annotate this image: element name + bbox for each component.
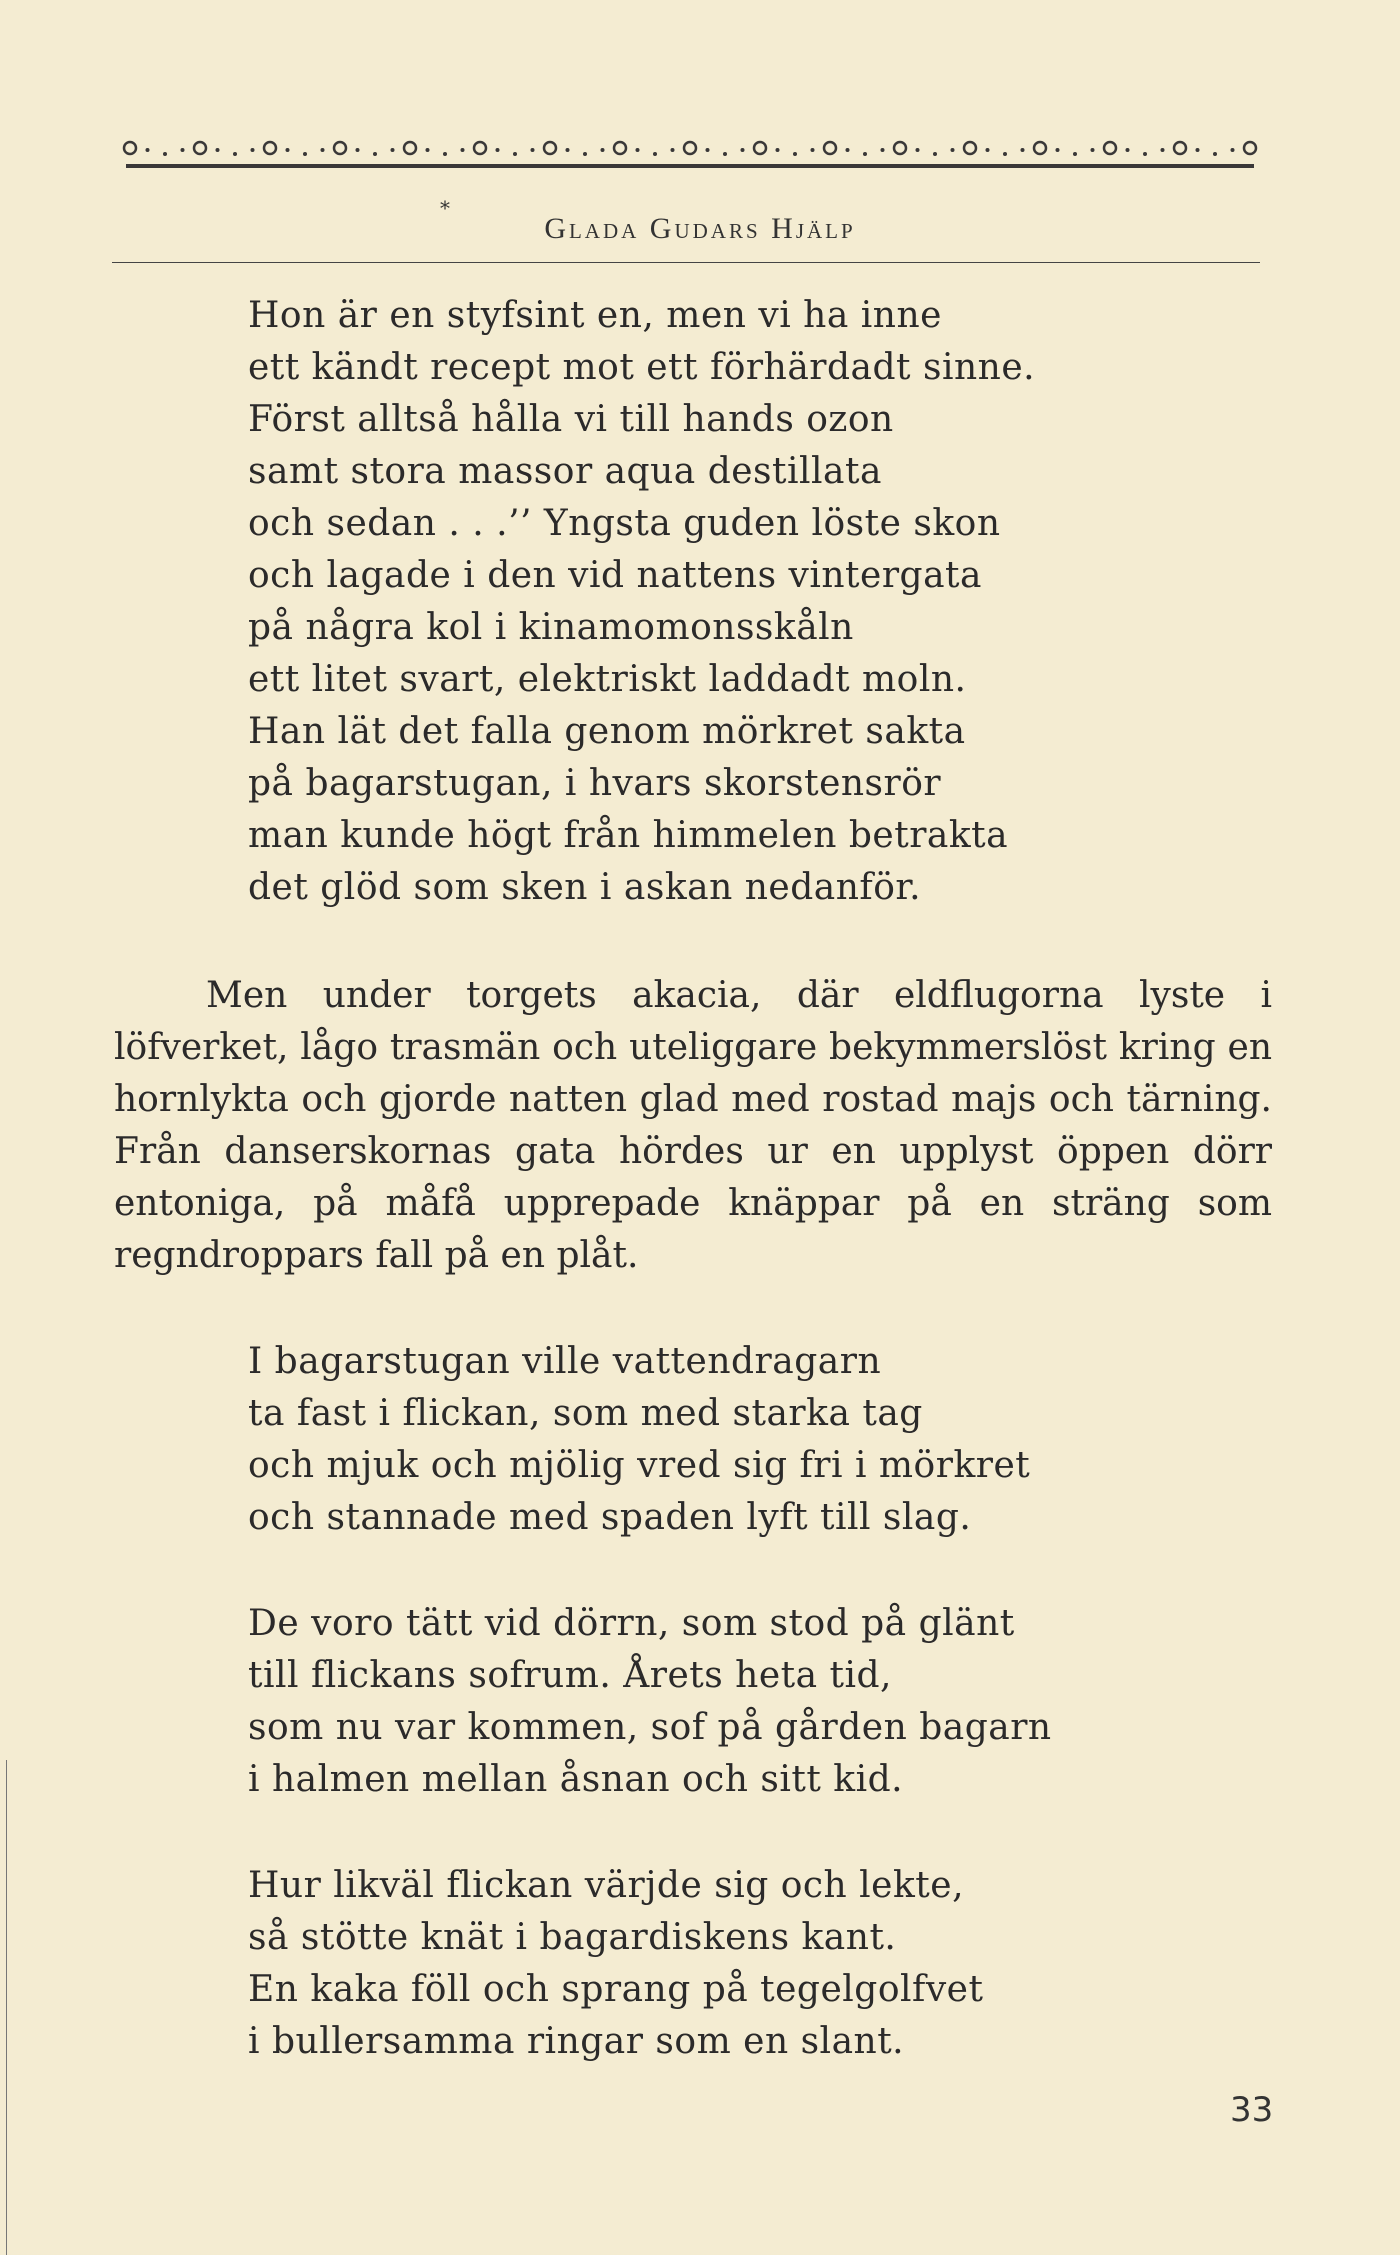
prose-paragraph: Men under torgets akacia, där eldflugorna lyste i löfverket, lågo trasmän och uteliggare bekymmerslöst kring en hornlykta och gjorde natten glad med rostad majs och tärning. Från danserskornas gata hördes ur en upplyst öppen dörr entoniga, på måfå upprepade knäppar på en sträng som regndroppars fall på en plåt. <box>114 975 1272 1276</box>
verse-line: på bagarstugan, i hvars skorstensrör <box>248 763 942 804</box>
stanza-3 <box>248 1598 1052 1806</box>
stanza-2 <box>248 1336 1030 1544</box>
verse-line: i halmen mellan åsnan och sitt kid. <box>248 1759 904 1800</box>
verse-line: Han lät det falla genom mörkret sakta <box>248 711 966 752</box>
verse-line: I bagarstugan ville vattendragarn <box>248 1341 882 1382</box>
verse-line: samt stora massor aqua destillata <box>248 451 882 492</box>
verse-line: De voro tätt vid dörrn, som stod på glänt <box>248 1603 1015 1644</box>
stanza-1 <box>248 290 1035 914</box>
verse-line: Hur likväl flickan värjde sig och lekte, <box>248 1865 965 1906</box>
verse-line: och sedan . . .’’ Yngsta guden löste skon <box>248 503 1001 544</box>
header-rule <box>112 262 1260 263</box>
verse-line: Först alltså hålla vi till hands ozon <box>248 399 894 440</box>
asterisk-mark: * <box>440 196 450 220</box>
verse-line: i bullersamma ringar som en slant. <box>248 2021 905 2062</box>
verse-line: till flickans sofrum. Årets heta tid, <box>248 1655 892 1696</box>
verse-line: En kaka föll och sprang på tegelgolfvet <box>248 1969 984 2010</box>
verse-line: ett kändt recept mot ett förhärdadt sinne. <box>248 347 1036 388</box>
circle-dot-chain-icon <box>118 128 1262 176</box>
verse-line: på några kol i kinamomonsskåln <box>248 607 854 648</box>
verse-line: och lagade i den vid nattens vintergata <box>248 555 982 596</box>
verse-line: Hon är en styfsint en, men vi ha inne <box>248 295 942 336</box>
verse-line: som nu var kommen, sof på gården bagarn <box>248 1707 1052 1748</box>
verse-line: och mjuk och mjölig vred sig fri i mörkret <box>248 1445 1031 1486</box>
running-title: Glada Gudars Hjälp <box>544 212 856 245</box>
verse-line: man kunde högt från himmelen betrakta <box>248 815 1009 856</box>
verse-line: och stannade med spaden lyft till slag. <box>248 1497 972 1538</box>
verse-line: ta fast i flickan, som med starka tag <box>248 1393 923 1434</box>
binding-edge <box>6 1760 7 2255</box>
verse-line: ett litet svart, elektriskt laddadt moln. <box>248 659 967 700</box>
header-ornament <box>118 128 1262 176</box>
verse-line: det glöd som sken i askan nedanför. <box>248 867 922 908</box>
verse-line: så stötte knät i bagardiskens kant. <box>248 1917 897 1958</box>
page-number: 33 <box>1230 2090 1274 2130</box>
stanza-4 <box>248 1860 983 2068</box>
